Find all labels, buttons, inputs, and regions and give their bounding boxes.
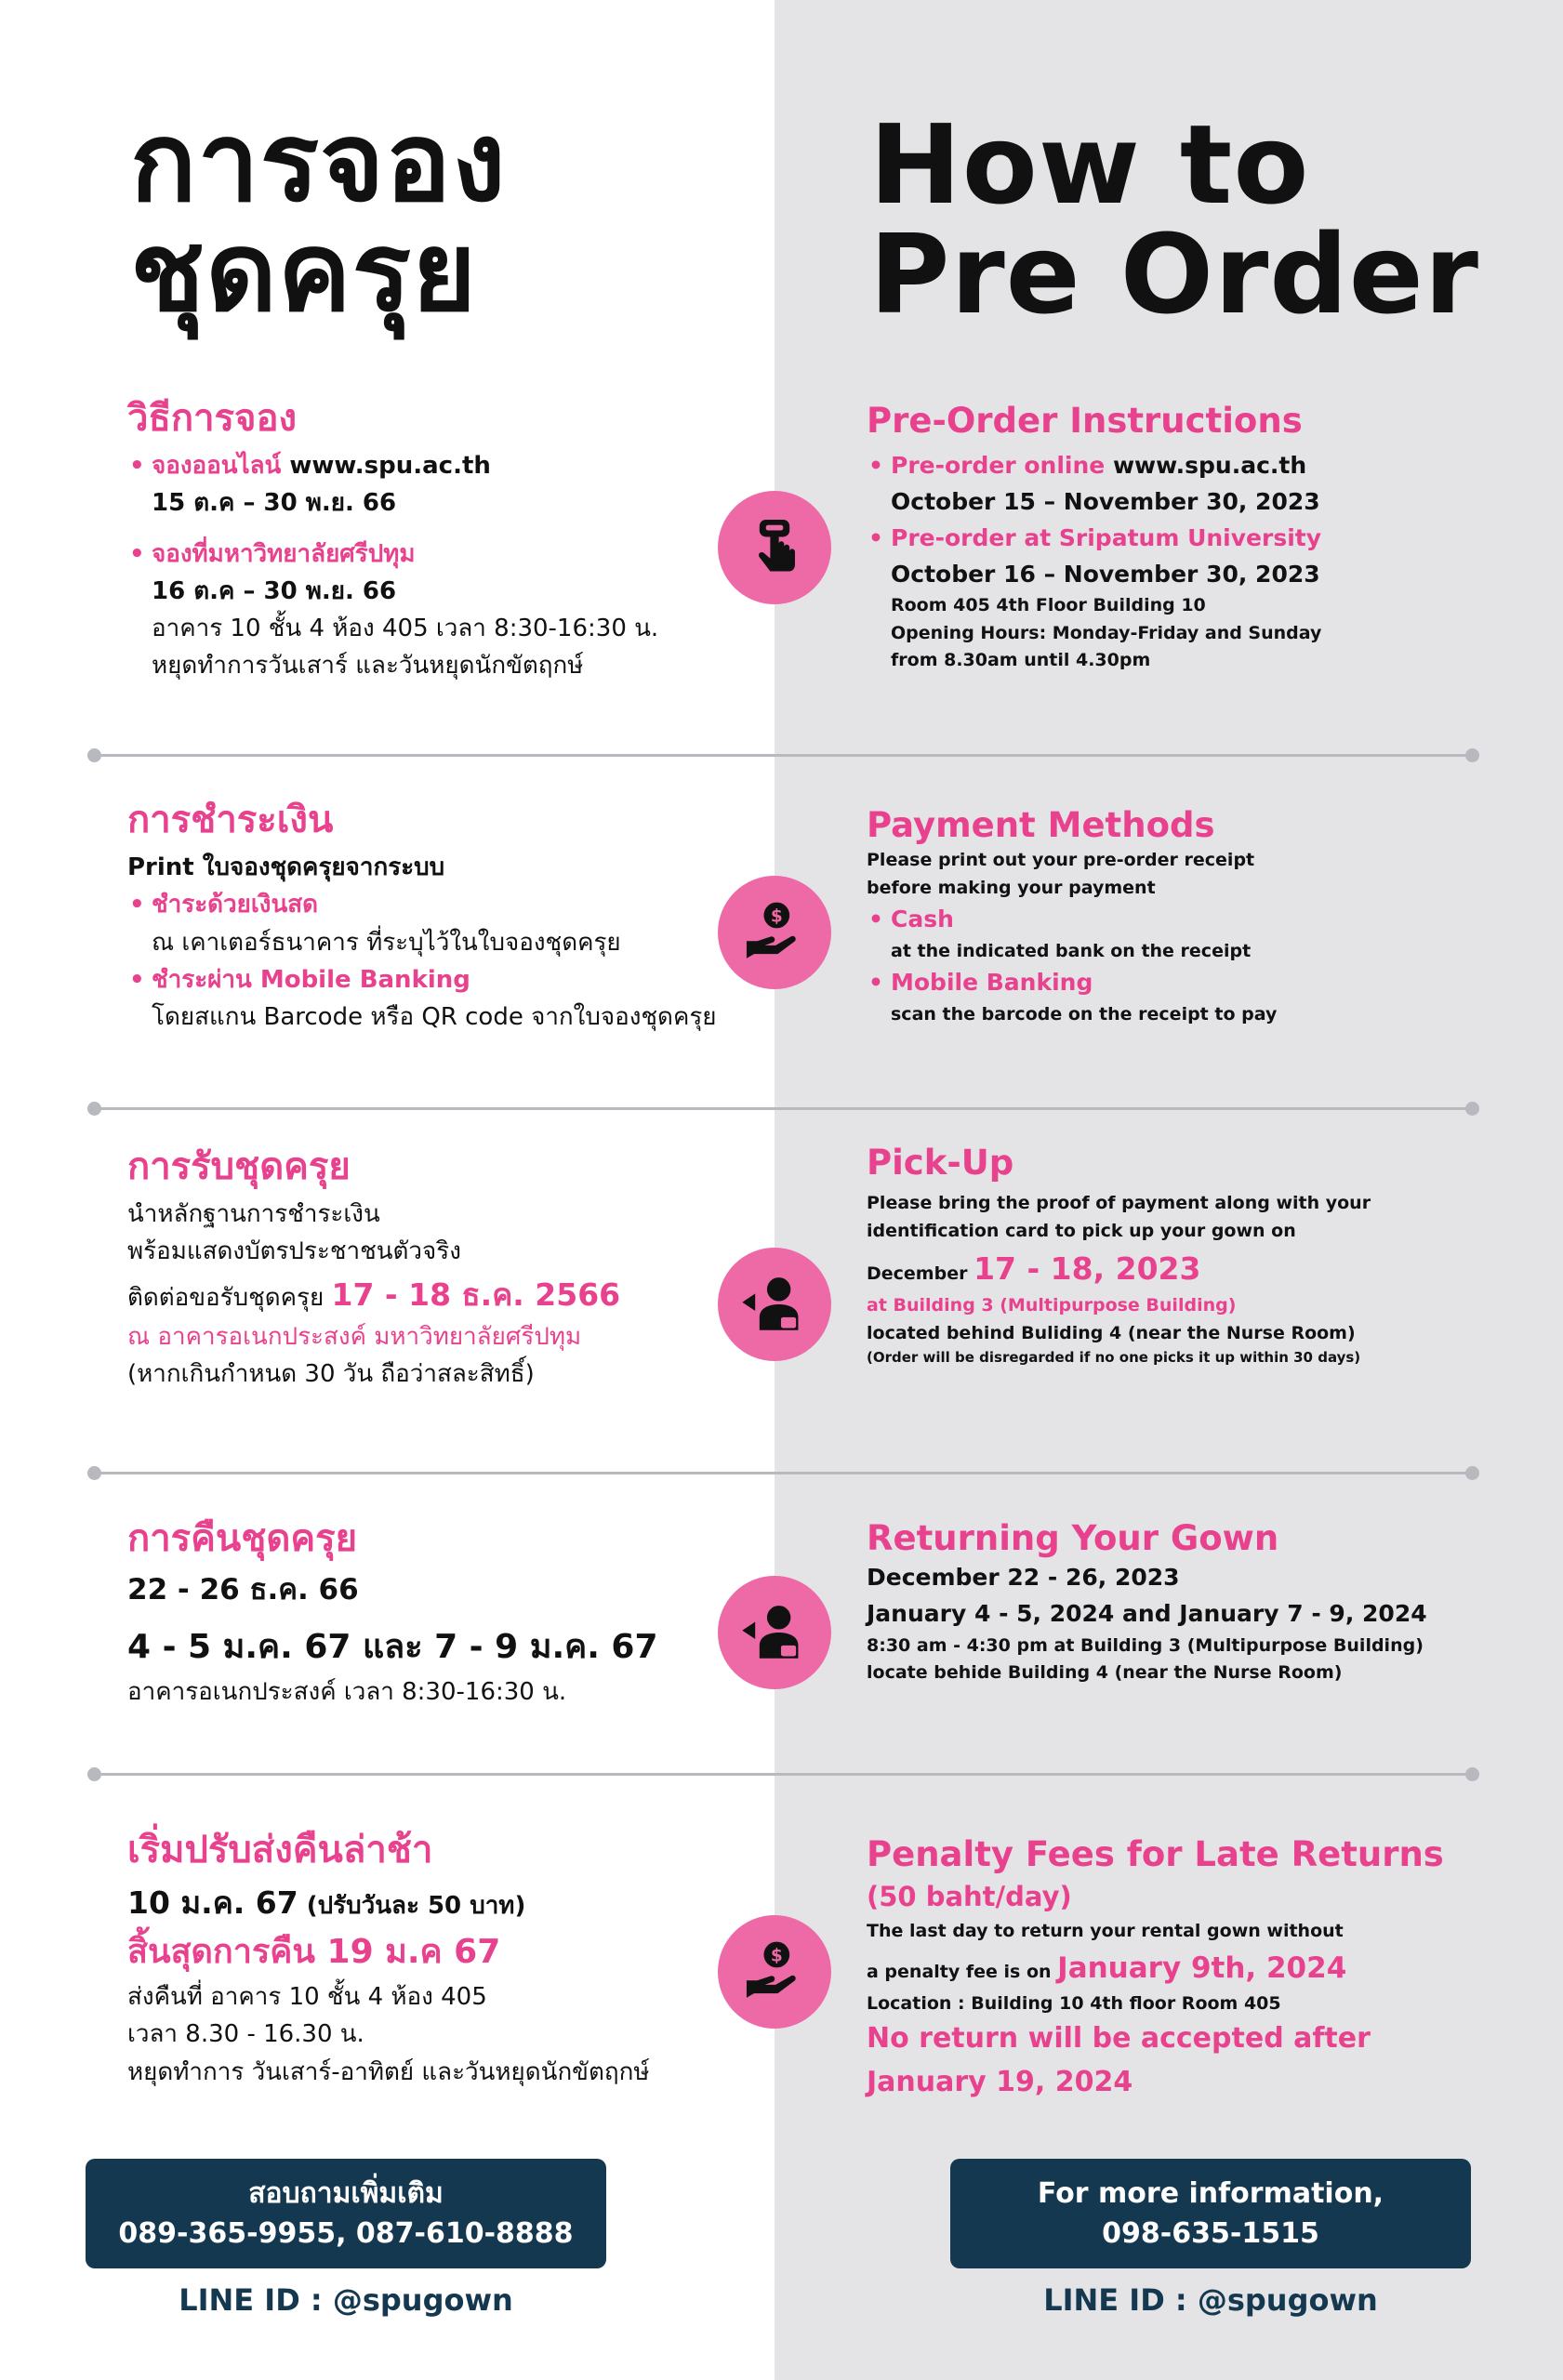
return-th-section: การคืนชุดครุย 22 - 26 ธ.ค. 66 4 - 5 ม.ค. 67 และ 7 - 9 ม.ค. 67 อาคารอเนกประสงค์ เวลา 8:30-16:30 น. — [127, 1517, 658, 1706]
phone-number-en[interactable]: 098-635-1515 — [1102, 2217, 1319, 2250]
section-divider — [93, 1107, 1474, 1110]
preorder-en-section: Pre-Order Instructions • Pre-order online www.spu.ac.th October 15 – November 30, 2023 • Pre-order at Sripatum University October 16 – November 30, 2023 Room 405 4th Floor Building 10 Opening Hours: Monday-Friday and Sunday from 8.30am until 4.30pm — [867, 400, 1536, 675]
contact-box-en: For more information, 098-635-1515 — [950, 2159, 1471, 2268]
payment-en-section: Payment Methods Please print out your pre-order receipt before making your payment • Cash at the indicated bank on the receipt • Mobile Banking scan the barcode on the receipt to pay — [867, 804, 1536, 1029]
preorder-th-section: วิธีการจอง • จองออนไลน์ www.spu.ac.th 15 ต.ค – 30 พ.ย. 66 • จองที่มหาวิทยาลัยศรีปทุม 16 ต.ค – 30 พ.ย. 66 อาคาร 10 ชั้น 4 ห้อง 405 เวลา 8:30-16:30 น. หยุดทำการวันเสาร์ และวันหยุดนักขัตฤกษ์ — [127, 395, 760, 685]
title-english: How to Pre Order — [869, 100, 1479, 338]
person-pickup-icon — [718, 1248, 831, 1361]
pickup-en-section: Pick-Up Please bring the proof of payment along with your identification card to pick up your gown on December 17 - 18, 2023 at Building 3 (Multipurpose Building) located behind Buliding 4 (near the Nurse Room) (Order will be disregarded if no one picks it up within 30 days) — [867, 1143, 1371, 1367]
line-id-en[interactable]: LINE ID : @spugown — [1043, 2282, 1378, 2318]
touch-hand-icon — [718, 491, 831, 604]
pickup-th-section: การรับชุดครุย นำหลักฐานการชำระเงิน พร้อมแสดงบัตรประชาชนตัวจริง ติดต่อขอรับชุดครุย 17 - 18 ธ.ค. 2566 ณ อาคารอเนกประสงค์ มหาวิทยาลัยศรีปทุม (หากเกินกำหนด 30 วัน ถือว่าสละสิทธิ์) — [127, 1145, 621, 1389]
svg-text:$: $ — [770, 1946, 783, 1966]
return-en-section: Returning Your Gown December 22 - 26, 2023 January 4 - 5, 2024 and January 7 - 9, 2024 8:30 am - 4:30 pm at Building 3 (Multipurpose Building) locate behide Building 4 (near the Nurse Room) — [867, 1518, 1427, 1684]
money-hand-icon — [718, 876, 831, 989]
section-divider — [93, 1773, 1474, 1776]
line-id-th[interactable]: LINE ID : @spugown — [179, 2282, 513, 2318]
svg-text:$: $ — [770, 906, 783, 927]
person-return-icon — [718, 1576, 831, 1689]
contact-box-th: สอบถามเพิ่มเติม 089-365-9955, 087-610-8888 — [86, 2159, 606, 2268]
penalty-th-section: เริ่มปรับส่งคืนล่าช้า 10 ม.ค. 67 (ปรับวันละ 50 บาท) สิ้นสุดการคืน 19 ม.ค 67 ส่งคืนที่ อาคาร 10 ชั้น 4 ห้อง 405 เวลา 8.30 - 16.30 น. หยุดทำการ วันเสาร์-อาทิตย์ และวันหยุดนักขัตฤกษ์ — [127, 1829, 650, 2086]
section-divider — [93, 754, 1474, 757]
penalty-en-section: Penalty Fees for Late Returns (50 baht/day) The last day to return your rental gown without a penalty fee is on January 9th, 2024 Location : Building 10 4th floor Room 405 No return will be accepted after January 19, 2024 — [867, 1834, 1444, 2098]
payment-th-section: การชำระเงิน Print ใบจองชุดครุยจากระบบ • ชำระด้วยเงินสด ณ เคาเตอร์ธนาคาร ที่ระบุไว้ในใบจองชุดครุย • ชำระผ่าน Mobile Banking โดยสแกน Barcode หรือ QR code จากใบจองชุดครุย — [127, 797, 760, 1036]
title-thai: การจอง ชุดครุย — [130, 98, 507, 336]
money-hand-icon — [718, 1915, 831, 2029]
section-divider — [93, 1472, 1474, 1474]
phone-numbers-th[interactable]: 089-365-9955, 087-610-8888 — [118, 2217, 574, 2250]
